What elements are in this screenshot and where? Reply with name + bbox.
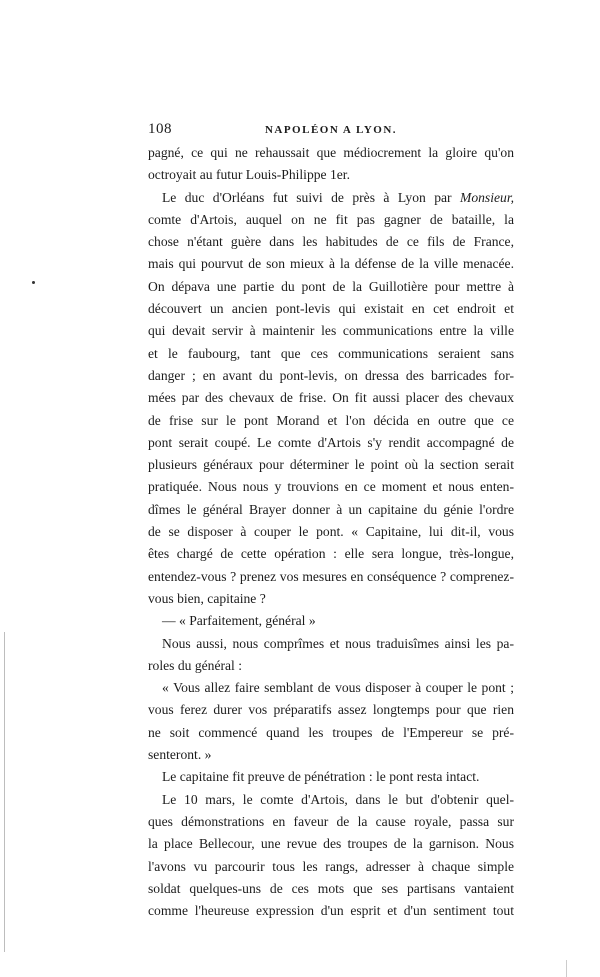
text-line: de se disposer à couper le pont. « Capitaine, lui dit-il, vous	[148, 524, 514, 540]
text-line: et le faubourg, tant que ces communications seraient sans	[148, 345, 514, 361]
text-line: de frise sur le pont Morand et l'on décida en outre que ce	[148, 412, 514, 428]
text-line: « Vous allez faire semblant de vous disposer à couper le pont ;	[162, 680, 514, 696]
text-line: — « Parfaitement, général »	[162, 613, 316, 629]
text-line: pont serait coupé. Le comte d'Artois s'y rendit accompagné de	[148, 434, 514, 450]
text-line: vous ferez durer vos préparatifs assez longtemps pour que rien	[148, 702, 514, 718]
text-line: qui devait servir à maintenir les communications entre la ville	[148, 323, 514, 339]
text-line: ne soit commencé quand les troupes de l'Empereur se pré-	[148, 724, 514, 740]
text-line: Le capitaine fit preuve de pénétration : le pont resta intact.	[162, 769, 480, 785]
text-line: l'avons vu parcourir tous les rangs, adresser à chaque simple	[148, 858, 514, 874]
text-line: pratiquée. Nous nous y trouvions en ce moment et nous enten-	[148, 479, 514, 495]
text-line: roles du général :	[148, 657, 242, 673]
body-text	[148, 142, 514, 922]
text-line: mais qui pourvut de son mieux à la défense de la ville menacée.	[148, 256, 514, 272]
text-line: senteront. »	[148, 747, 212, 763]
text-line: la place Bellecour, une revue des troupes de la garnison. Nous	[148, 836, 514, 852]
text-line: comte d'Artois, auquel on ne fit pas gagner de bataille, la	[148, 211, 514, 227]
text-line: Nous aussi, nous comprîmes et nous traduisîmes ainsi les pa-	[162, 635, 514, 651]
text-line: dîmes le général Brayer donner à un capitaine du génie l'ordre	[148, 501, 514, 517]
margin-rule	[4, 632, 5, 952]
text-line: découvert un ancien pont-levis qui existait en cet endroit et	[148, 301, 514, 317]
text-line: mées par des chevaux de frise. On fit aussi placer des chevaux	[148, 390, 514, 406]
text-line: entendez-vous ? prenez vos mesures en conséquence ? comprenez-	[148, 568, 514, 584]
text-line: soldat quelques-uns de ces mots que ses partisans vantaient	[148, 880, 514, 896]
margin-rule-right	[566, 960, 567, 977]
text-line: vous bien, capitaine ?	[148, 590, 266, 606]
text-run: Le duc d'Orléans fut suivi de près à Lyon par	[162, 189, 460, 205]
text-line: êtes chargé de cette opération : elle sera longue, très-longue,	[148, 546, 514, 562]
text-line: ques démonstrations en faveur de la cause royale, passa sur	[148, 813, 514, 829]
page-number: 108	[148, 121, 172, 137]
italic-run: Monsieur,	[460, 189, 514, 205]
running-title: NAPOLÉON A LYON.	[264, 124, 398, 136]
text-line: octroyait au futur Louis-Philippe 1er.	[148, 167, 350, 183]
text-line: comme l'heureuse expression d'un esprit et d'un sentiment tout	[148, 903, 514, 919]
text-line: chose n'étant guère dans les habitudes de ce fils de France,	[148, 234, 514, 250]
text-line: danger ; en avant du pont-levis, on dressa des barricades for-	[148, 367, 514, 383]
text-line: On dépava une partie du pont de la Guillotière pour mettre à	[148, 278, 514, 294]
text-line: pagné, ce qui ne rehaussait que médiocrement la gloire qu'on	[148, 145, 514, 160]
page-header	[148, 121, 514, 141]
text-line	[148, 187, 514, 209]
text-line: Le 10 mars, le comte d'Artois, dans le but d'obtenir quel-	[162, 791, 514, 807]
text-line: plusieurs généraux pour déterminer le point où la section serait	[148, 457, 514, 473]
margin-mark	[32, 281, 35, 284]
